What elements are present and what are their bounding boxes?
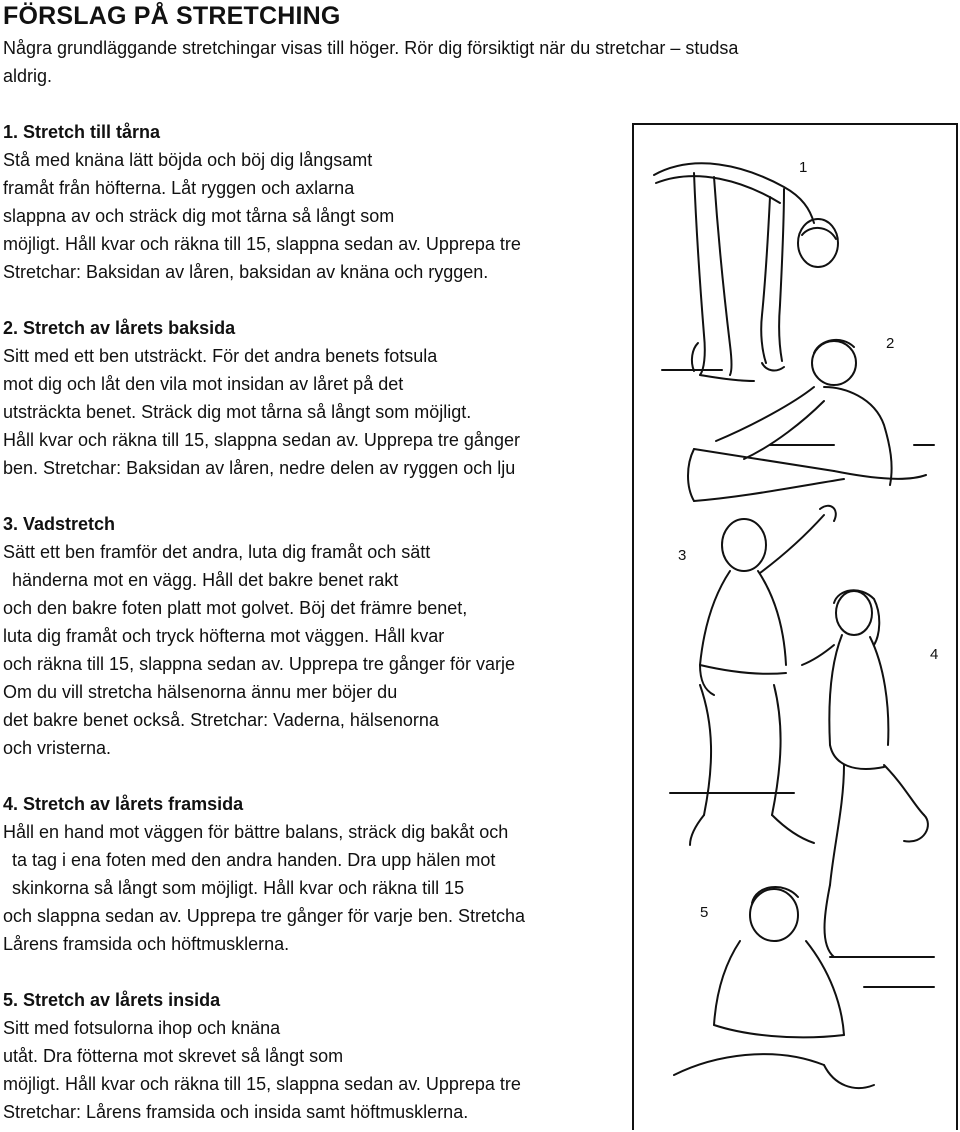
section-1-line: slappna av och sträck dig mot tårna så långt som [3,206,395,226]
section-4-line: Lårens framsida och höftmusklerna. [3,934,290,954]
section-3-line: luta dig framåt och tryck höfterna mot väggen. Håll kvar [3,626,445,646]
page-title: FÖRSLAG PÅ STRETCHING [3,2,341,30]
section-4-line: skinkorna så långt som möjligt. Håll kvar och räkna till 15 [12,878,465,898]
instruction-text-column [3,0,739,1130]
figure-2-number: 2 [886,335,895,352]
section-4-line: ta tag i ena foten med den andra handen. Dra upp hälen mot [12,850,496,870]
figure-5-number: 5 [700,904,709,921]
section-4-line: Håll en hand mot väggen för bättre balans, sträck dig bakåt och [3,822,509,842]
figure-1-toe-touch [654,159,838,381]
figure-3-number: 3 [678,547,687,564]
section-1-heading: 1. Stretch till tårna [3,122,161,142]
section-4-line: och slappna sedan av. Upprepa tre gånger för varje ben. Stretcha [3,906,525,926]
intro-line: aldrig. [3,66,53,86]
stretch-illustrations-panel [632,123,958,1130]
section-5-line: möjligt. Håll kvar och räkna till 15, slappna sedan av. Upprepa tre [3,1074,521,1094]
figure-2-seated-stretch [662,335,934,501]
section-1-line: framåt från höfterna. Låt ryggen och axlarna [3,178,355,198]
section-3-line: det bakre benet också. Stretchar: Vaderna, hälsenorna [3,710,439,730]
intro-line: Några grundläggande stretchingar visas till höger. Rör dig försiktigt när du stretchar – studsa [3,38,739,58]
section-2-heading: 2. Stretch av lårets baksida [3,318,236,338]
figure-5-butterfly-stretch [674,887,934,1088]
section-2-line: utsträckta benet. Sträck dig mot tårna så långt som möjligt. [3,402,472,422]
section-3-heading: 3. Vadstretch [3,514,116,534]
section-2-line: mot dig och låt den vila mot insidan av låret på det [3,374,404,394]
section-3-line: händerna mot en vägg. Håll det bakre benet rakt [12,570,399,590]
figure-4-number: 4 [930,646,939,663]
section-5-line: utåt. Dra fötterna mot skrevet så långt som [3,1046,344,1066]
section-2-line: Håll kvar och räkna till 15, slappna sedan av. Upprepa tre gånger [3,430,520,450]
section-1-line: Stretchar: Baksidan av låren, baksidan av knäna och ryggen. [3,262,489,282]
figure-1-number: 1 [799,159,808,176]
section-3-line: och vristerna. [3,738,112,758]
section-5-heading: 5. Stretch av lårets insida [3,990,221,1010]
section-5-line: Sitt med fotsulorna ihop och knäna [3,1018,281,1038]
section-4-heading: 4. Stretch av lårets framsida [3,794,244,814]
section-5-line: Stretchar: Lårens framsida och insida samt höftmusklerna. [3,1102,469,1122]
section-2-line: Sitt med ett ben utsträckt. För det andra benets fotsula [3,346,438,366]
section-1-line: möjligt. Håll kvar och räkna till 15, slappna sedan av. Upprepa tre [3,234,521,254]
section-2-line: ben. Stretchar: Baksidan av låren, nedre delen av ryggen och lju [3,458,516,478]
figure-3-calf-stretch [670,506,836,845]
section-1-line: Stå med knäna lätt böjda och böj dig långsamt [3,150,373,170]
section-3-line: Om du vill stretcha hälsenorna ännu mer böjer du [3,682,398,702]
figure-4-quad-stretch [802,590,938,957]
section-3-line: Sätt ett ben framför det andra, luta dig framåt och sätt [3,542,431,562]
section-3-line: och den bakre foten platt mot golvet. Böj det främre benet, [3,598,468,618]
section-3-line: och räkna till 15, slappna sedan av. Upprepa tre gånger för varje [3,654,515,674]
